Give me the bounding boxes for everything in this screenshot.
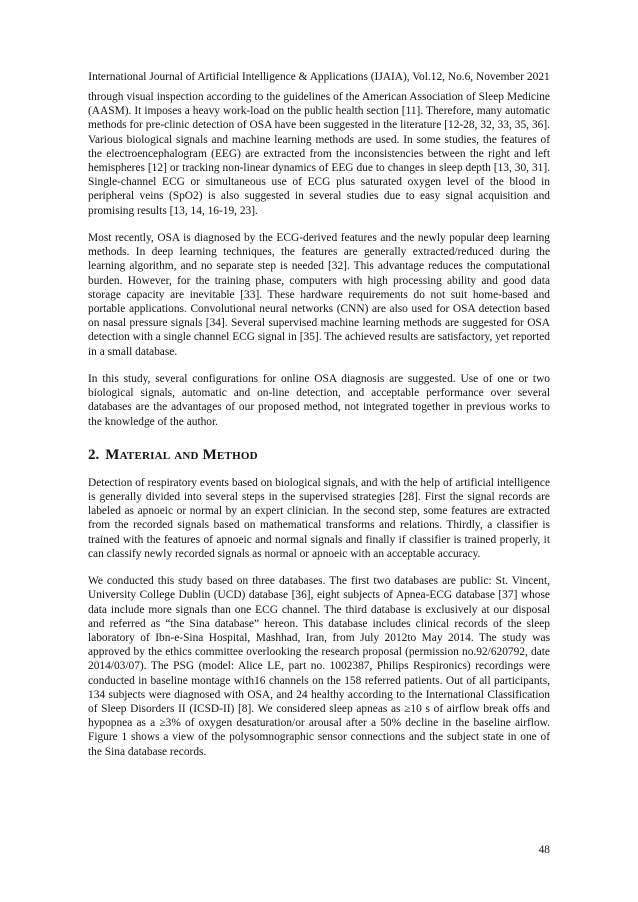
body-paragraph-1: through visual inspection according to the guidelines of the American Association of Sleep Medicine (AASM). It imposes a heavy work-load on the public health section [11]. Therefore, many automatic methods for pre-clinic detection of OSA have been suggested in the literature [12-28, 32, 33, 35, 36]. Various biological signals and machine learning methods are used. In some studies, the features of the electroencephalogram (EEG) are extracted from the inconsistencies between the right and left hemispheres [12] or tracking non-linear dynamics of EEG due to changes in sleep depth [13, 30, 31]. Single-channel ECG or simultaneous use of ECG plus saturated oxygen level of the blood in peripheral veins (SpO2) is also suggested in several studies due to easy signal acquisition and promising results [13, 14, 16-19, 23]. [88, 91, 550, 217]
section-title: Material and Method [105, 446, 258, 463]
body-paragraph-4: Detection of respiratory events based on biological signals, and with the help of artificial intelligence is generally divided into several steps in the supervised strategies [28]. First the signal records are labeled as apnoeic or normal by an expert clinician. In the second step, some features are extracted from the recorded signals based on mathematical transforms and relations. Thirdly, a classifier is trained with the features of apnoeic and normal signals and finally if classifier is trained properly, it can classify newly recorded signals as normal or apnoeic with an acceptable accuracy. [88, 476, 550, 560]
body-paragraph-5: We conducted this study based on three databases. The first two databases are public: St. Vincent, University College Dublin (UCD) database [36], eight subjects of Apnea-ECG database [37] whose data include more signals than one ECG channel. The third database is exclusively at our disposal and referred as “the Sina database” hereon. This database includes clinical records of the sleep laboratory of Ibn-e-Sina Hospital, Mashhad, Iran, from July 2012to May 2014. The study was approved by the ethics committee overlooking the research proposal (permission no.92/620792, date 2014/03/07). The PSG (model: Alice LE, part no. 1002387, Philips Respironics) recordings were conducted in baseline montage with16 channels on the 158 referred patients. Out of all participants, 134 subjects were diagnosed with OSA, and 24 healthy according to the International Classification of Sleep Disorders II (ICSD-II) [8]. We considered sleep apneas as ≥10 s of airflow break offs and hypopnea as a ≥3% of oxygen desaturation/or arousal after a 50% decline in the baseline airflow. Figure 1 shows a view of the polysomnographic sensor connections and the subject state in one of the Sina database records. [88, 575, 550, 758]
page-number: 48 [538, 844, 550, 856]
section-heading-2 [88, 446, 550, 464]
running-header: International Journal of Artificial Intelligence & Applications (IJAIA), Vol.12, No.6, November 2021 [88, 71, 550, 83]
section-number: 2. [88, 446, 100, 463]
body-paragraph-3: In this study, several configurations for online OSA diagnosis are suggested. Use of one or two biological signals, automatic and on-line detection, and acceptable performance over several databases are the advantages of our proposed method, not integrated together in previous works to the knowledge of the author. [88, 373, 550, 428]
body-paragraph-2: Most recently, OSA is diagnosed by the ECG-derived features and the newly popular deep learning methods. In deep learning techniques, the features are generally extracted/reduced during the learning algorithm, and no separate step is needed [32]. This advantage reduces the computational burden. However, for the training phase, computers with high processing ability and good data storage capacity are inevitable [33]. These hardware requirements do not suit home-based and portable applications. Convolutional neural networks (CNN) are also used for OSA detection based on nasal pressure signals [34]. Several supervised machine learning methods are suggested for OSA detection with a single channel ECG signal in [35]. The achieved results are satisfactory, yet reported in a small database. [88, 232, 550, 358]
